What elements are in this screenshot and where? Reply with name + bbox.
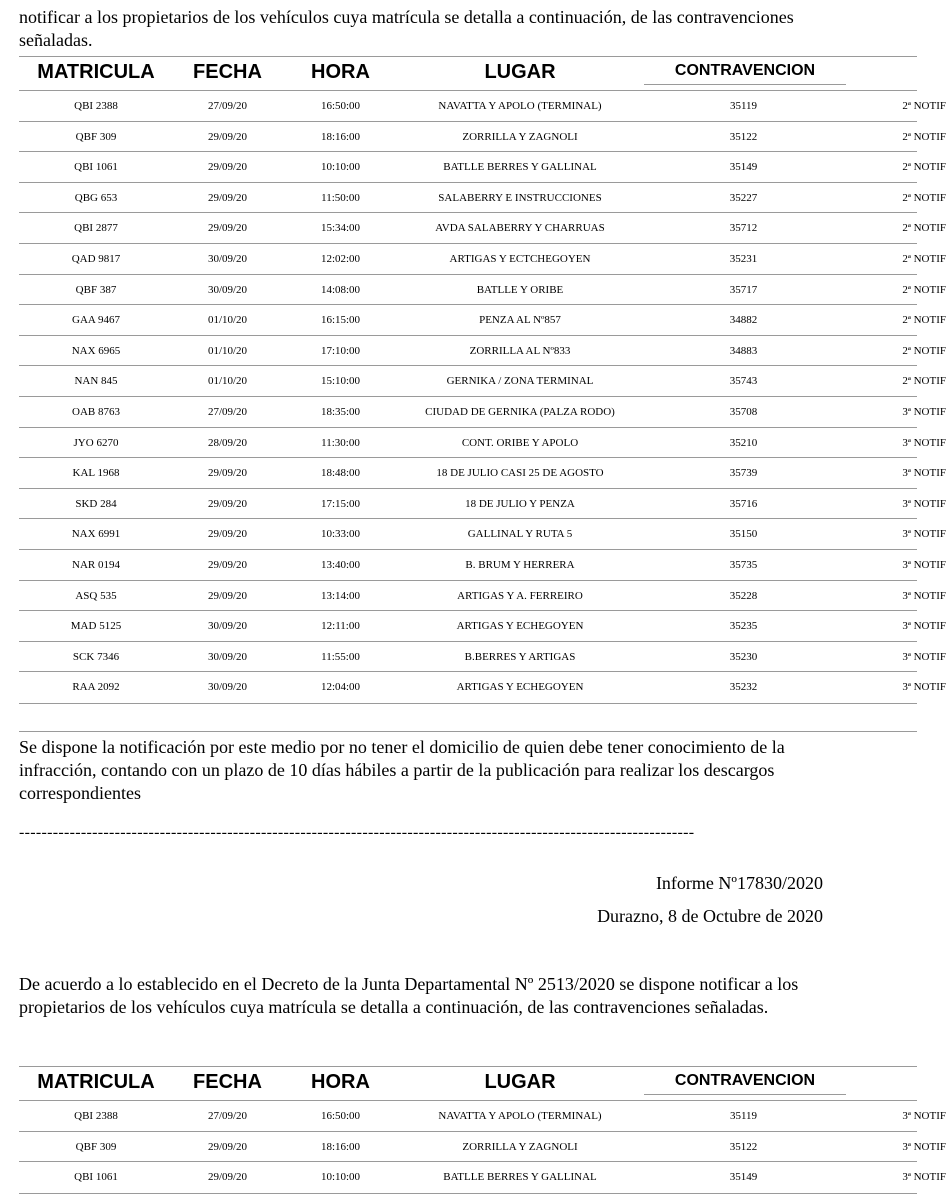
table-row	[19, 549, 946, 581]
cell-matricula: MAD 5125	[70, 620, 122, 633]
table-row	[19, 580, 946, 612]
cell-lugar: CIUDAD DE GERNIKA (PALZA RODO)	[425, 406, 615, 418]
cell-matricula: QBI 2388	[74, 100, 118, 112]
cell-hora: 16:50:00	[320, 1110, 361, 1122]
cell-contravencion: 35122	[729, 130, 758, 143]
place-date: Durazno, 8 de Octubre de 2020	[597, 906, 823, 926]
cell-contravencion: 35739	[729, 467, 758, 480]
cell-lugar: BATLLE BERRES Y GALLINAL	[443, 1171, 597, 1184]
cell-hora: 11:55:00	[321, 650, 360, 663]
cell-notificacion: 2ª NOTIF	[902, 344, 946, 357]
cell-matricula: QAD 9817	[71, 253, 121, 265]
cell-matricula: QBI 2877	[74, 222, 118, 235]
top-paragraph: notificar a los propietarios de los vehículos cuya matrícula se detalla a continuación, de las contravenciones señaladas.	[19, 7, 794, 50]
table-row	[19, 121, 946, 153]
cell-notificacion: 3ª NOTIF	[902, 406, 946, 418]
cell-notificacion: 2ª NOTIF	[902, 191, 946, 204]
cell-notificacion: 3ª NOTIF	[902, 467, 946, 480]
cell-notificacion: 3ª NOTIF	[902, 436, 946, 449]
header-hora: HORA	[311, 61, 370, 83]
cell-contravencion: 35716	[729, 497, 758, 510]
cell-lugar: BATLLE Y ORIBE	[476, 283, 564, 296]
header-lugar: LUGAR	[484, 61, 556, 83]
header-matricula: MATRICULA	[37, 1071, 155, 1093]
cell-fecha: 29/09/20	[207, 497, 248, 510]
cell-matricula: QBF 387	[75, 283, 117, 296]
table-row	[19, 641, 946, 673]
cell-lugar: ARTIGAS Y ECHEGOYEN	[456, 620, 584, 633]
table-row	[19, 151, 946, 183]
cell-contravencion: 35210	[729, 436, 758, 449]
cell-matricula: QBF 309	[75, 1140, 117, 1153]
cell-hora: 16:50:00	[320, 100, 361, 112]
cell-contravencion: 35122	[729, 1140, 758, 1153]
cell-lugar: ZORRILLA Y ZAGNOLI	[462, 130, 578, 143]
cell-fecha: 29/09/20	[207, 589, 248, 602]
cell-contravencion: 35743	[729, 375, 758, 388]
cell-fecha: 29/09/20	[207, 130, 248, 143]
cell-hora: 13:40:00	[320, 559, 361, 571]
table-row	[19, 396, 946, 428]
cell-hora: 17:15:00	[320, 497, 361, 510]
cell-fecha: 29/09/20	[207, 559, 248, 571]
cell-matricula: QBI 2388	[74, 1110, 118, 1122]
cell-notificacion: 3ª NOTIF	[902, 1110, 946, 1122]
cell-hora: 15:34:00	[320, 222, 361, 235]
table-rule	[284, 212, 917, 213]
cell-hora: 11:30:00	[321, 436, 360, 449]
cell-fecha: 29/09/20	[207, 191, 248, 204]
cell-lugar: NAVATTA Y APOLO (TERMINAL)	[438, 100, 602, 112]
cell-contravencion: 35119	[729, 100, 758, 112]
cell-fecha: 01/10/20	[207, 344, 248, 357]
decree-paragraph: De acuerdo a lo establecido en el Decreto de la Junta Departamental Nº 2513/2020 se dispone notificar a los propietarios de los vehículos cuya matrícula se detalla a continuación, de las contravenciones señaladas.	[19, 974, 799, 1017]
cell-matricula: SKD 284	[75, 497, 117, 510]
cell-hora: 16:15:00	[320, 314, 361, 327]
cell-contravencion: 35235	[729, 620, 758, 633]
cell-contravencion: 35149	[729, 161, 758, 174]
cell-fecha: 29/09/20	[207, 528, 248, 541]
cell-matricula: NAX 6965	[71, 344, 121, 357]
cell-hora: 13:14:00	[320, 589, 361, 602]
cell-matricula: SCK 7346	[72, 650, 120, 663]
table-row	[19, 304, 946, 336]
cell-fecha: 30/09/20	[207, 681, 248, 694]
cell-notificacion: 3ª NOTIF	[902, 650, 946, 663]
cell-notificacion: 3ª NOTIF	[902, 681, 946, 694]
cell-lugar: AVDA SALABERRY Y CHARRUAS	[435, 222, 605, 235]
cell-fecha: 30/09/20	[207, 283, 248, 296]
informe-number: Informe Nº17830/2020	[655, 873, 823, 893]
cell-matricula: QBI 1061	[74, 1171, 118, 1184]
cell-lugar: ZORRILLA AL Nº833	[469, 344, 571, 357]
cell-matricula: KAL 1968	[72, 467, 120, 480]
header-hora: HORA	[311, 1071, 370, 1093]
cell-lugar: BATLLE BERRES Y GALLINAL	[443, 161, 597, 174]
cell-fecha: 29/09/20	[207, 1140, 248, 1153]
cell-notificacion: 3ª NOTIF	[902, 620, 946, 633]
cell-matricula: GAA 9467	[72, 314, 120, 327]
cell-contravencion: 35708	[729, 406, 758, 418]
table-row	[19, 457, 946, 489]
cell-hora: 14:08:00	[320, 283, 361, 296]
cell-hora: 18:16:00	[320, 1140, 361, 1153]
cell-fecha: 29/09/20	[207, 467, 248, 480]
cell-notificacion: 3ª NOTIF	[902, 1171, 946, 1184]
cell-notificacion: 2ª NOTIF	[902, 222, 946, 235]
cell-hora: 10:10:00	[320, 161, 361, 174]
dashed-separator: ------------------------------------------------------------------------------------------------------------------------	[19, 824, 695, 841]
cell-matricula: QBF 309	[75, 130, 117, 143]
cell-lugar: ARTIGAS Y ECTCHEGOYEN	[449, 253, 591, 265]
table-rule	[19, 731, 917, 732]
cell-contravencion: 34883	[729, 344, 758, 357]
cell-fecha: 30/09/20	[207, 650, 248, 663]
cell-contravencion: 35231	[729, 253, 758, 265]
cell-hora: 18:48:00	[320, 467, 361, 480]
cell-notificacion: 3ª NOTIF	[902, 528, 946, 541]
cell-lugar: GERNIKA / ZONA TERMINAL	[446, 375, 594, 388]
cell-fecha: 27/09/20	[207, 1110, 248, 1122]
cell-contravencion: 35735	[729, 559, 758, 571]
cell-fecha: 29/09/20	[207, 161, 248, 174]
table-row	[19, 335, 946, 367]
cell-matricula: NAX 6991	[71, 528, 121, 541]
cell-lugar: ARTIGAS Y ECHEGOYEN	[456, 681, 584, 694]
cell-fecha: 30/09/20	[207, 620, 248, 633]
cell-contravencion: 35119	[729, 1110, 758, 1122]
table-row	[19, 365, 946, 397]
cell-hora: 10:33:00	[320, 528, 361, 541]
cell-contravencion: 35712	[729, 222, 758, 235]
cell-hora: 17:10:00	[320, 344, 361, 357]
table-row	[19, 243, 946, 275]
cell-notificacion: 3ª NOTIF	[902, 559, 946, 571]
cell-hora: 12:04:00	[320, 681, 361, 694]
cell-notificacion: 3ª NOTIF	[902, 497, 946, 510]
cell-contravencion: 35150	[729, 528, 758, 541]
header-fecha: FECHA	[193, 1071, 262, 1093]
cell-matricula: JYO 6270	[73, 436, 119, 449]
cell-notificacion: 2ª NOTIF	[902, 314, 946, 327]
table-row	[19, 671, 946, 704]
table-header	[19, 1066, 917, 1095]
cell-lugar: ZORRILLA Y ZAGNOLI	[462, 1140, 578, 1153]
cell-contravencion: 35228	[729, 589, 758, 602]
cell-fecha: 01/10/20	[207, 375, 248, 388]
cell-hora: 18:35:00	[320, 406, 361, 418]
table-row	[19, 1131, 946, 1163]
cell-lugar: CONT. ORIBE Y APOLO	[461, 436, 579, 449]
table-row	[19, 182, 946, 214]
cell-notificacion: 3ª NOTIF	[902, 589, 946, 602]
cell-hora: 12:02:00	[320, 253, 361, 265]
cell-contravencion: 35230	[729, 650, 758, 663]
cell-matricula: OAB 8763	[72, 406, 120, 418]
cell-notificacion: 2ª NOTIF	[902, 375, 946, 388]
cell-hora: 12:11:00	[321, 620, 360, 633]
cell-lugar: SALABERRY E INSTRUCCIONES	[438, 191, 602, 204]
cell-matricula: RAA 2092	[72, 681, 120, 694]
header-contravencion: CONTRAVENCION	[644, 56, 846, 85]
cell-fecha: 29/09/20	[207, 1171, 248, 1184]
header-matricula: MATRICULA	[37, 61, 155, 83]
cell-lugar: 18 DE JULIO CASI 25 DE AGOSTO	[436, 467, 604, 480]
cell-hora: 15:10:00	[320, 375, 361, 388]
cell-fecha: 27/09/20	[207, 406, 248, 418]
table-row	[19, 427, 946, 459]
table-row	[19, 1161, 946, 1194]
cell-notificacion: 2ª NOTIF	[902, 253, 946, 265]
table-row	[19, 518, 946, 550]
cell-fecha: 01/10/20	[207, 314, 248, 327]
cell-lugar: B. BRUM Y HERRERA	[465, 559, 575, 571]
cell-contravencion: 35149	[729, 1171, 758, 1184]
cell-lugar: ARTIGAS Y A. FERREIRO	[457, 589, 583, 602]
cell-notificacion: 2ª NOTIF	[902, 130, 946, 143]
cell-notificacion: 2ª NOTIF	[902, 283, 946, 296]
cell-fecha: 28/09/20	[207, 436, 248, 449]
cell-hora: 11:50:00	[321, 191, 360, 204]
table-row	[19, 1100, 946, 1132]
cell-contravencion: 35227	[729, 191, 758, 204]
header-contravencion: CONTRAVENCION	[644, 1066, 846, 1095]
cell-hora: 10:10:00	[320, 1171, 361, 1184]
table-row	[19, 274, 946, 306]
table-row	[19, 488, 946, 520]
cell-contravencion: 35232	[729, 681, 758, 694]
notification-paragraph: Se dispone la notificación por este medio por no tener el domicilio de quien debe tener conocimiento de la infracción, contando con un plazo de 10 días hábiles a partir de la publicación para realizar los descargos correspondientes	[19, 737, 785, 803]
cell-notificacion: 2ª NOTIF	[902, 100, 946, 112]
cell-fecha: 29/09/20	[207, 222, 248, 235]
cell-notificacion: 3ª NOTIF	[902, 1140, 946, 1153]
cell-matricula: QBG 653	[74, 191, 118, 204]
table-row	[19, 610, 946, 642]
cell-contravencion: 34882	[729, 314, 758, 327]
cell-lugar: 18 DE JULIO Y PENZA	[465, 497, 575, 510]
cell-notificacion: 2ª NOTIF	[902, 161, 946, 174]
cell-matricula: ASQ 535	[75, 589, 117, 602]
cell-lugar: B.BERRES Y ARTIGAS	[464, 650, 576, 663]
cell-fecha: 27/09/20	[207, 100, 248, 112]
cell-lugar: PENZA AL Nº857	[479, 314, 561, 327]
cell-contravencion: 35717	[729, 283, 758, 296]
cell-hora: 18:16:00	[320, 130, 361, 143]
cell-lugar: GALLINAL Y RUTA 5	[467, 528, 573, 541]
table-header	[19, 56, 917, 85]
table-row	[19, 212, 946, 244]
table-row	[19, 90, 946, 122]
cell-matricula: NAR 0194	[72, 559, 120, 571]
table-rule	[173, 610, 917, 611]
header-lugar: LUGAR	[484, 1071, 556, 1093]
header-fecha: FECHA	[193, 61, 262, 83]
cell-matricula: NAN 845	[74, 375, 118, 388]
cell-matricula: QBI 1061	[74, 161, 118, 174]
cell-lugar: NAVATTA Y APOLO (TERMINAL)	[438, 1110, 602, 1122]
cell-fecha: 30/09/20	[207, 253, 248, 265]
